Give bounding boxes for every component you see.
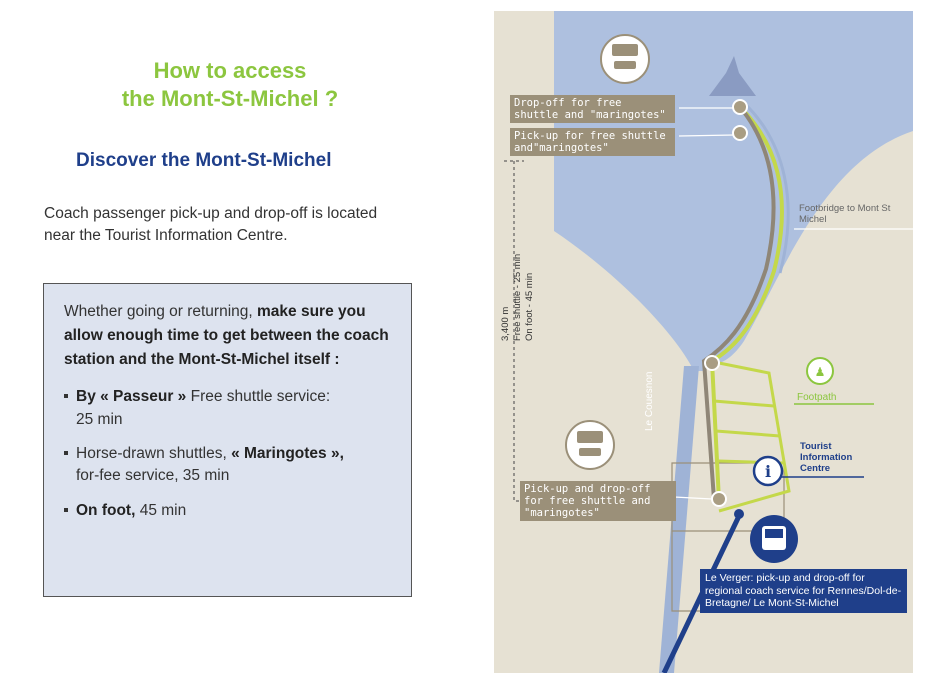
- distance-value: 3,400 m: [500, 306, 511, 341]
- le-verger-label: Le Verger: pick-up and drop-off for regional coach service for Rennes/Dol-de-Bretagne/ Le Mont-St-Michel: [700, 569, 907, 613]
- item-line2: 25 min: [76, 410, 123, 428]
- infobox-lead: [64, 300, 393, 372]
- shuttle-time: Free shuttle - 25 min: [511, 253, 523, 341]
- infobox-lead-normal: Whether going or returning,: [64, 303, 253, 320]
- dropoff-stop: [733, 100, 747, 114]
- foot-time: On foot - 45 min: [523, 272, 535, 341]
- footbridge-label: Footbridge to Mont St Michel: [799, 203, 891, 225]
- item-text: 45 min: [135, 501, 187, 519]
- item-text: Free shuttle service:: [186, 388, 331, 406]
- footpath-junction: [705, 356, 719, 370]
- list-item: [64, 500, 393, 522]
- pickup-stop: [733, 126, 747, 140]
- label-dropoff: Drop-off for free shuttle and "maringotes": [510, 95, 675, 123]
- intro-text: Coach passenger pick-up and drop-off is located near the Tourist Information Centre.: [44, 205, 378, 245]
- tourist-info-label: Tourist Information Centre: [800, 441, 853, 474]
- shuttle-icon-top: [601, 35, 649, 83]
- item-bold: « Maringotes »,: [231, 444, 344, 462]
- item-line2: for-fee service, 35 min: [76, 467, 230, 485]
- access-map: [494, 11, 913, 673]
- label-pickup: Pick-up for free shuttle and"maringotes": [510, 128, 675, 156]
- item-bold: On foot,: [76, 501, 136, 519]
- list-item: [64, 386, 393, 431]
- svg-text:i: i: [764, 462, 772, 481]
- pickup-dropoff-stop: [712, 492, 726, 506]
- item-bold: By « Passeur »: [76, 388, 187, 406]
- title-line-1: How to access: [153, 58, 307, 83]
- item-text: Horse-drawn shuttles,: [76, 444, 232, 462]
- travel-time-box: [43, 283, 412, 597]
- section-subtitle: Discover the Mont-St-Michel: [76, 150, 332, 171]
- river-label: Le Couesnon: [644, 371, 655, 431]
- shuttle-icon-bottom: [566, 421, 614, 469]
- footpath-label: Footpath: [797, 392, 837, 403]
- list-item: [64, 443, 393, 488]
- infobox-lead-bold: make sure you allow enough time to get between the coach station and the Mont-St-Michel itself :: [64, 303, 389, 369]
- title-line-2: the Mont-St-Michel ?: [121, 86, 339, 111]
- distance-text: [500, 254, 536, 341]
- svg-text:♟: ♟: [814, 365, 826, 379]
- label-pickup-dropoff: Pick-up and drop-off for free shuttle and "maringotes": [520, 481, 676, 521]
